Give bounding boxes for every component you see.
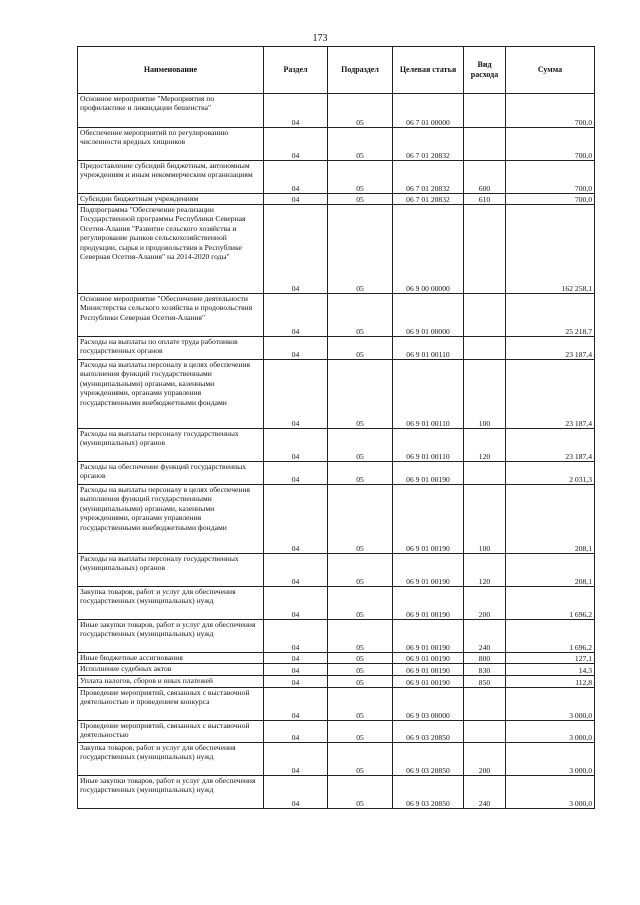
row-podrazdel: 05	[328, 337, 393, 360]
header-summa: Сумма	[506, 47, 595, 94]
row-podrazdel: 05	[328, 429, 393, 462]
row-podrazdel: 05	[328, 294, 393, 337]
header-name: Наименование	[78, 47, 264, 94]
row-vid-raskhoda: 600	[464, 161, 506, 194]
row-razdel: 04	[264, 743, 328, 776]
row-name: Расходы на выплаты персоналу государственных (муниципальных) органов	[78, 429, 264, 462]
row-name: Уплата налогов, сборов и иных платежей	[78, 676, 264, 688]
table-row	[78, 360, 595, 429]
row-vid-raskhoda	[464, 205, 506, 294]
row-name: Закупка товаров, работ и услуг для обеспечения государственных (муниципальных) нужд	[78, 587, 264, 620]
row-razdel: 04	[264, 194, 328, 205]
row-podrazdel: 05	[328, 721, 393, 743]
row-razdel: 04	[264, 676, 328, 688]
row-razdel: 04	[264, 653, 328, 664]
row-name: Предоставление субсидий бюджетным, автономным учреждениям и иным некоммерческим организациям	[78, 161, 264, 194]
row-summa: 1 696,2	[506, 620, 595, 653]
row-name: Иные закупки товаров, работ и услуг для обеспечения государственных (муниципальных) нужд	[78, 776, 264, 809]
row-celevaya-statya: 06 9 01 00190	[393, 587, 464, 620]
row-name: Основное мероприятие "Мероприятия по профилактике и ликвидации бешенства"	[78, 94, 264, 128]
row-summa: 1 696,2	[506, 587, 595, 620]
row-name: Иные бюджетные ассигнования	[78, 653, 264, 664]
row-podrazdel: 05	[328, 554, 393, 587]
row-razdel: 04	[264, 664, 328, 676]
table-row	[78, 587, 595, 620]
row-razdel: 04	[264, 688, 328, 721]
row-celevaya-statya: 06 9 00 00000	[393, 205, 464, 294]
row-podrazdel: 05	[328, 776, 393, 809]
row-razdel: 04	[264, 485, 328, 554]
row-razdel: 04	[264, 554, 328, 587]
row-celevaya-statya: 06 7 01 20832	[393, 161, 464, 194]
row-name: Основное мероприятие "Обеспечение деятельности Министерства сельского хозяйства и продовольствия Республики Северная Осетия-Алания"	[78, 294, 264, 337]
table-row	[78, 776, 595, 809]
table-row	[78, 554, 595, 587]
row-summa: 25 218,7	[506, 294, 595, 337]
row-summa: 3 000,0	[506, 743, 595, 776]
row-celevaya-statya: 06 9 01 00190	[393, 485, 464, 554]
row-razdel: 04	[264, 620, 328, 653]
row-name: Исполнение судебных актов	[78, 664, 264, 676]
row-podrazdel: 05	[328, 653, 393, 664]
table-row	[78, 161, 595, 194]
row-name: Расходы на выплаты по оплате труда работников государственных органов	[78, 337, 264, 360]
row-celevaya-statya: 06 9 01 00110	[393, 337, 464, 360]
row-celevaya-statya: 06 9 01 00190	[393, 554, 464, 587]
row-vid-raskhoda	[464, 128, 506, 161]
row-podrazdel: 05	[328, 161, 393, 194]
table-row	[78, 743, 595, 776]
table-row	[78, 429, 595, 462]
table-row	[78, 462, 595, 485]
row-razdel: 04	[264, 94, 328, 128]
row-podrazdel: 05	[328, 688, 393, 721]
row-name: Субсидии бюджетным учреждениям	[78, 194, 264, 205]
row-razdel: 04	[264, 294, 328, 337]
row-summa: 700,0	[506, 94, 595, 128]
row-summa: 112,8	[506, 676, 595, 688]
row-vid-raskhoda: 830	[464, 664, 506, 676]
row-summa: 208,1	[506, 554, 595, 587]
table-row	[78, 620, 595, 653]
table-row	[78, 721, 595, 743]
row-podrazdel: 05	[328, 485, 393, 554]
row-vid-raskhoda: 610	[464, 194, 506, 205]
row-summa: 23 187,4	[506, 360, 595, 429]
row-summa: 2 031,3	[506, 462, 595, 485]
row-summa: 162 258,1	[506, 205, 595, 294]
row-vid-raskhoda	[464, 294, 506, 337]
row-razdel: 04	[264, 337, 328, 360]
row-vid-raskhoda	[464, 462, 506, 485]
row-razdel: 04	[264, 128, 328, 161]
table-row	[78, 664, 595, 676]
table-row	[78, 128, 595, 161]
header-vid-raskhoda: Вид расхода	[464, 47, 506, 94]
table-row	[78, 337, 595, 360]
table-row	[78, 294, 595, 337]
row-vid-raskhoda: 240	[464, 776, 506, 809]
row-podrazdel: 05	[328, 664, 393, 676]
row-name: Обеспечение мероприятий по регулированию численности вредных хищников	[78, 128, 264, 161]
row-vid-raskhoda: 120	[464, 429, 506, 462]
header-podrazdel: Подраздел	[328, 47, 393, 94]
row-celevaya-statya: 06 9 01 00190	[393, 653, 464, 664]
row-summa: 700,0	[506, 194, 595, 205]
row-summa: 23 187,4	[506, 429, 595, 462]
row-vid-raskhoda: 240	[464, 620, 506, 653]
row-summa: 208,1	[506, 485, 595, 554]
row-podrazdel: 05	[328, 676, 393, 688]
row-summa: 3 000,0	[506, 776, 595, 809]
row-podrazdel: 05	[328, 94, 393, 128]
row-razdel: 04	[264, 161, 328, 194]
row-celevaya-statya: 06 9 01 00000	[393, 294, 464, 337]
row-name: Подпрограмма "Обеспечение реализации Государственной программы Республики Северная Осетия-Алания "Развитие сельского хозяйства и регулирование рынков сельскохозяйственной продукции, сырья и продовольствия в Республике Северная Осетия-Алания" на 2014-2020 годы"	[78, 205, 264, 294]
row-razdel: 04	[264, 587, 328, 620]
row-vid-raskhoda	[464, 688, 506, 721]
row-celevaya-statya: 06 9 03 00000	[393, 688, 464, 721]
row-vid-raskhoda: 200	[464, 743, 506, 776]
row-summa: 3 000,0	[506, 721, 595, 743]
row-razdel: 04	[264, 721, 328, 743]
row-vid-raskhoda	[464, 337, 506, 360]
table-row	[78, 194, 595, 205]
row-razdel: 04	[264, 360, 328, 429]
row-celevaya-statya: 06 9 01 00190	[393, 676, 464, 688]
row-razdel: 04	[264, 776, 328, 809]
row-summa: 700,0	[506, 128, 595, 161]
row-podrazdel: 05	[328, 205, 393, 294]
table-row	[78, 676, 595, 688]
table-row	[78, 688, 595, 721]
row-celevaya-statya: 06 9 01 00190	[393, 664, 464, 676]
row-celevaya-statya: 06 9 03 20850	[393, 743, 464, 776]
row-podrazdel: 05	[328, 587, 393, 620]
budget-table	[77, 46, 595, 809]
row-celevaya-statya: 06 9 01 00110	[393, 429, 464, 462]
row-name: Расходы на обеспечение функций государственных органов	[78, 462, 264, 485]
table-header-row	[78, 47, 595, 94]
row-vid-raskhoda	[464, 94, 506, 128]
row-name: Расходы на выплаты персоналу в целях обеспечения выполнения функций государственными (муниципальными) органами, казенными учреждениями, органами управления государственными внебюджетными фондами	[78, 485, 264, 554]
table-row	[78, 94, 595, 128]
row-podrazdel: 05	[328, 620, 393, 653]
row-summa: 23 187,4	[506, 337, 595, 360]
row-celevaya-statya: 06 9 03 20850	[393, 776, 464, 809]
row-vid-raskhoda: 100	[464, 360, 506, 429]
row-name: Закупка товаров, работ и услуг для обеспечения государственных (муниципальных) нужд	[78, 743, 264, 776]
table-row	[78, 653, 595, 664]
row-podrazdel: 05	[328, 360, 393, 429]
row-celevaya-statya: 06 7 01 20832	[393, 128, 464, 161]
row-summa: 700,0	[506, 161, 595, 194]
row-summa: 3 000,0	[506, 688, 595, 721]
row-vid-raskhoda	[464, 721, 506, 743]
row-razdel: 04	[264, 462, 328, 485]
header-razdel: Раздел	[264, 47, 328, 94]
row-name: Иные закупки товаров, работ и услуг для обеспечения государственных (муниципальных) нужд	[78, 620, 264, 653]
header-celevaya-statya: Целевая статья	[393, 47, 464, 94]
row-name: Расходы на выплаты персоналу в целях обеспечения выполнения функций государственными (муниципальными) органами, казенными учреждениями, органами управления государственными внебюджетными фондами	[78, 360, 264, 429]
row-vid-raskhoda: 200	[464, 587, 506, 620]
row-podrazdel: 05	[328, 462, 393, 485]
row-podrazdel: 05	[328, 743, 393, 776]
row-razdel: 04	[264, 205, 328, 294]
page-number: 173	[312, 33, 328, 44]
row-celevaya-statya: 06 7 01 20832	[393, 194, 464, 205]
row-vid-raskhoda: 850	[464, 676, 506, 688]
row-name: Проведение мероприятий, связанных с выставочной деятельностью	[78, 721, 264, 743]
row-vid-raskhoda: 100	[464, 485, 506, 554]
table-row	[78, 205, 595, 294]
table-row	[78, 485, 595, 554]
row-celevaya-statya: 06 7 01 00000	[393, 94, 464, 128]
row-celevaya-statya: 06 9 01 00190	[393, 462, 464, 485]
row-summa: 14,3	[506, 664, 595, 676]
row-vid-raskhoda: 800	[464, 653, 506, 664]
row-vid-raskhoda: 120	[464, 554, 506, 587]
row-celevaya-statya: 06 9 03 20850	[393, 721, 464, 743]
row-name: Проведение мероприятий, связанных с выставочной деятельностью и проведением конкурса	[78, 688, 264, 721]
row-name: Расходы на выплаты персоналу государственных (муниципальных) органов	[78, 554, 264, 587]
row-razdel: 04	[264, 429, 328, 462]
row-celevaya-statya: 06 9 01 00110	[393, 360, 464, 429]
row-celevaya-statya: 06 9 01 00190	[393, 620, 464, 653]
row-podrazdel: 05	[328, 194, 393, 205]
row-summa: 127,1	[506, 653, 595, 664]
row-podrazdel: 05	[328, 128, 393, 161]
